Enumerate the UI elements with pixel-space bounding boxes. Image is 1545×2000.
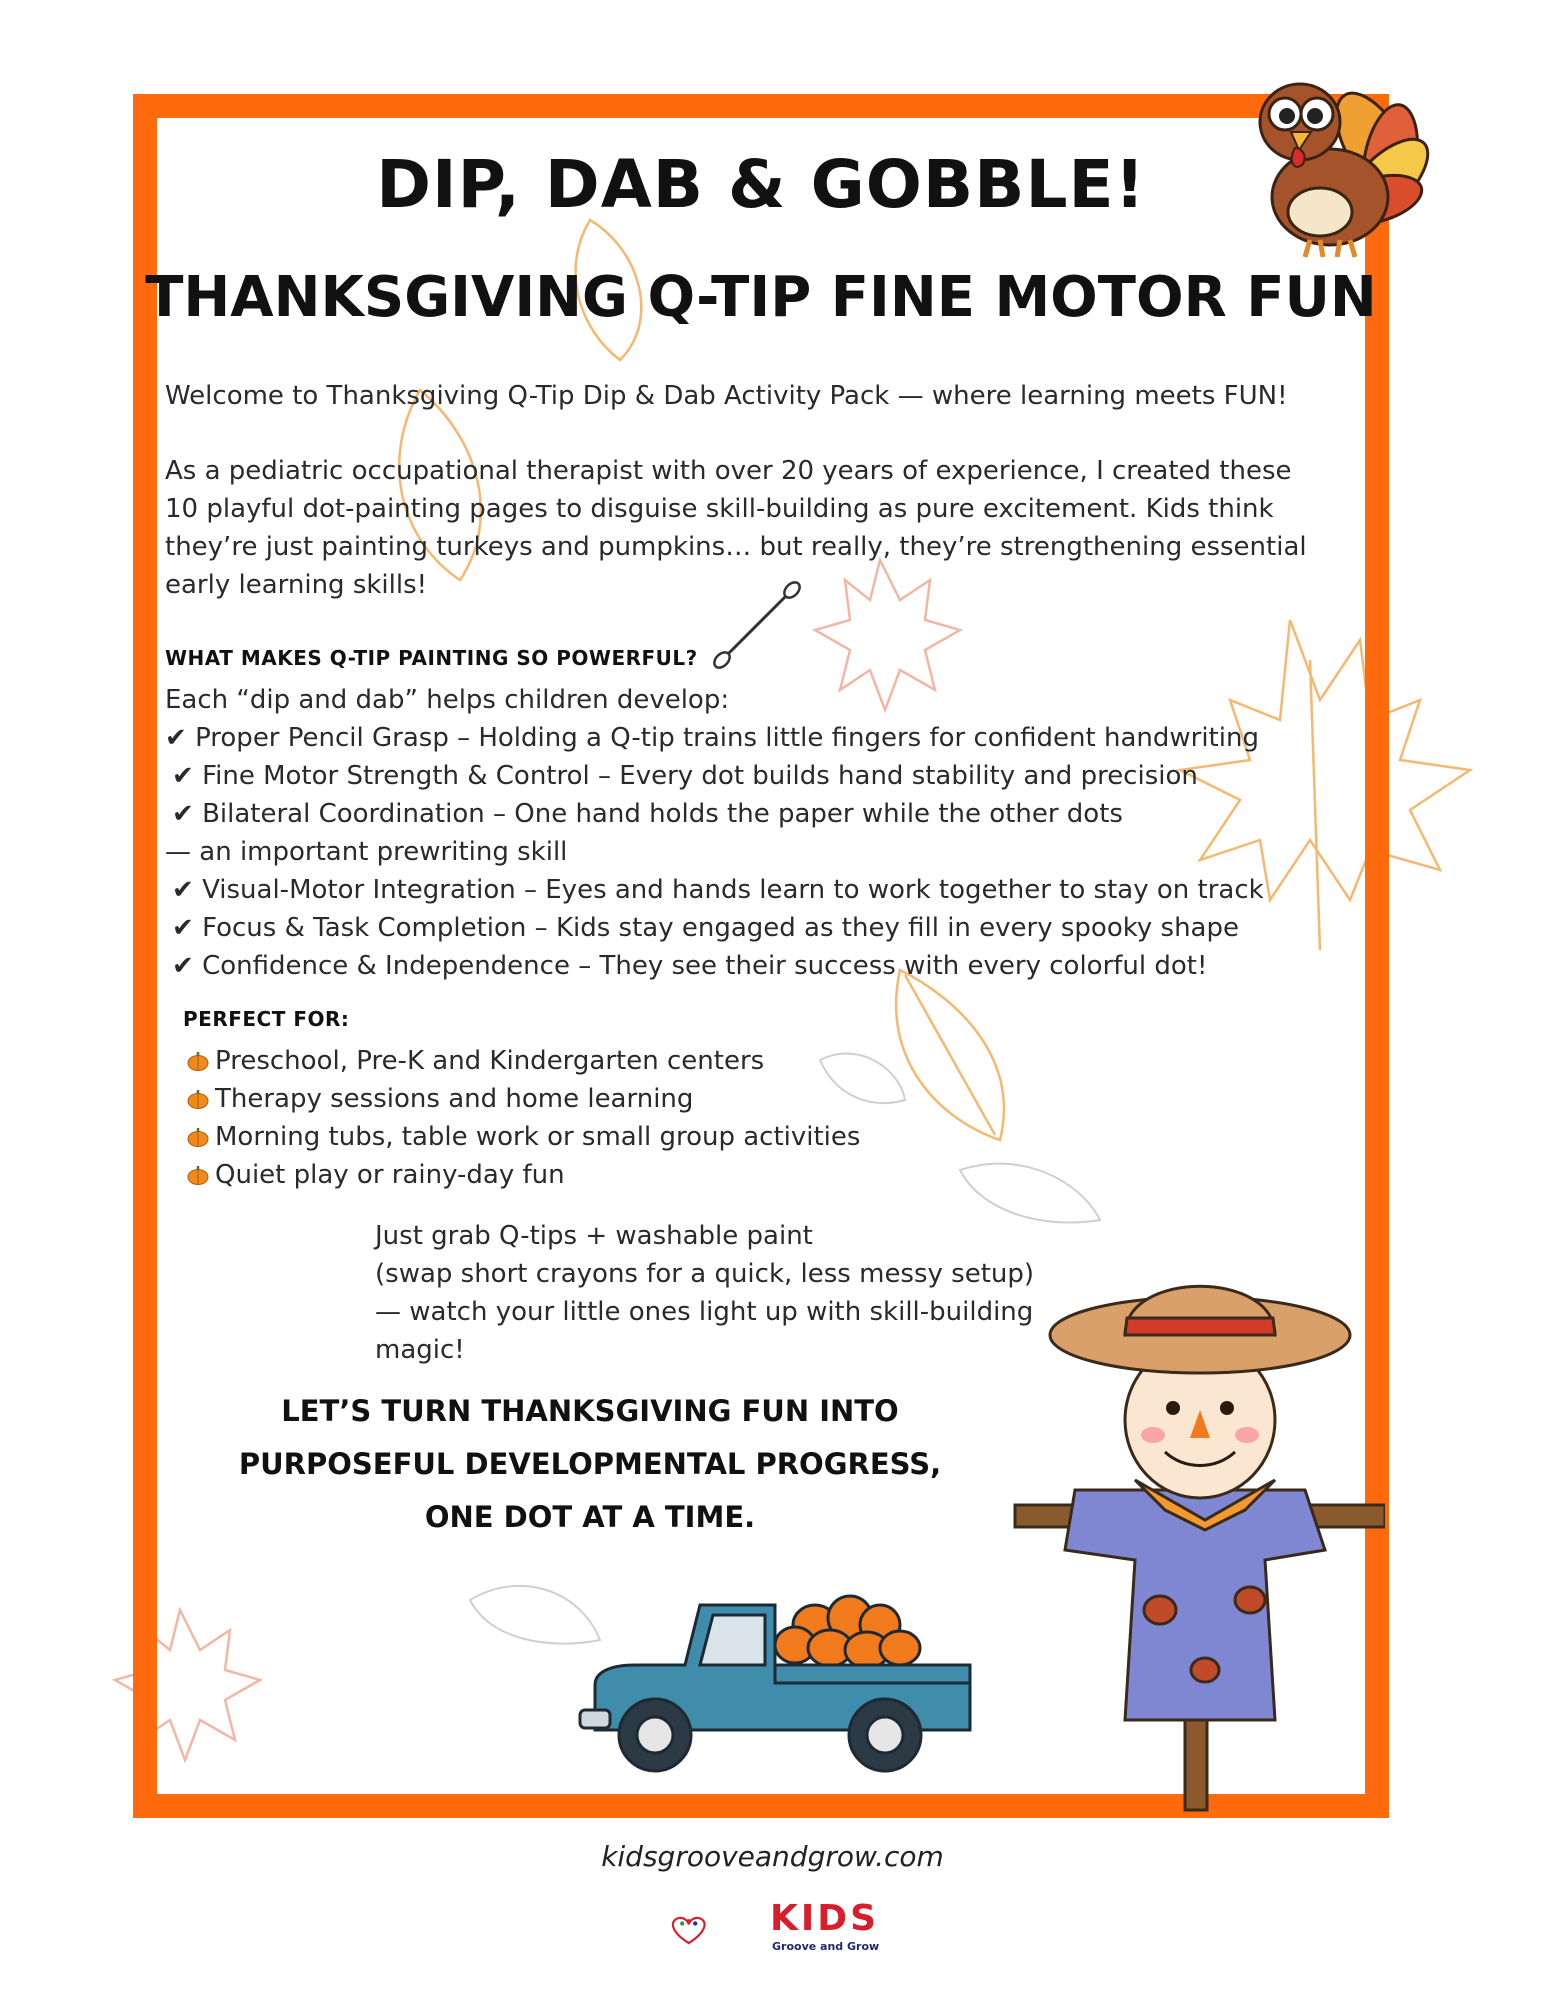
call-to-action (210, 1385, 970, 1544)
pumpkin-icon (187, 1165, 209, 1185)
logo-word: KIDS (770, 1898, 880, 1939)
page-title: DIP, DAB & GOBBLE! (376, 146, 1146, 223)
cta-line: LET’S TURN THANKSGIVING FUN INTO (281, 1394, 899, 1428)
q-tip-icon (712, 580, 802, 670)
benefit-item: ✔ Visual-Motor Integration – Eyes and hands learn to work together to stay on track (172, 875, 1264, 905)
pumpkin-icon (187, 1051, 209, 1071)
grab-line: Just grab Q-tips + washable paint (375, 1221, 813, 1251)
perfect-heading: PERFECT FOR: (183, 1007, 350, 1031)
kids-logo-icon (667, 1895, 767, 1965)
intro-text: Welcome to Thanksgiving Q-Tip Dip & Dab Activity Pack — where learning meets FUN! (165, 381, 1288, 411)
logo-tagline: Groove and Grow (772, 1940, 880, 1953)
powerful-heading: WHAT MAKES Q-TIP PAINTING SO POWERFUL? (165, 646, 698, 670)
benefit-item: ✔ Fine Motor Strength & Control – Every dot builds hand stability and precision (172, 761, 1198, 791)
check-icon: ✔ (172, 875, 194, 905)
cta-line: ONE DOT AT A TIME. (424, 1500, 756, 1534)
benefit-item: ✔ Focus & Task Completion – Kids stay engaged as they fill in every spooky shape (172, 913, 1239, 943)
benefit-item: ✔ Confidence & Independence – They see their success with every colorful dot! (172, 951, 1208, 981)
benefit-continuation: — an important prewriting skill (165, 837, 568, 867)
about-line: early learning skills! (165, 570, 428, 600)
grab-line: — watch your little ones light up with skill-building (375, 1297, 1034, 1327)
perfect-item: Preschool, Pre-K and Kindergarten centers (187, 1042, 764, 1080)
scarecrow-illustration (1005, 1260, 1385, 1820)
check-icon: ✔ (165, 723, 187, 753)
grab-line: (swap short crayons for a quick, less messy setup) (375, 1259, 1035, 1289)
benefit-item: ✔ Proper Pencil Grasp – Holding a Q-tip trains little fingers for confident handwriting (165, 723, 1259, 753)
develop-lead: Each “dip and dab” helps children develop: (165, 685, 730, 715)
about-line: 10 playful dot-painting pages to disguise skill-building as pure excitement. Kids think (165, 494, 1274, 524)
pumpkin-icon (187, 1127, 209, 1147)
check-icon: ✔ (172, 951, 194, 981)
check-icon: ✔ (172, 761, 194, 791)
perfect-item: Therapy sessions and home learning (187, 1080, 693, 1118)
check-icon: ✔ (172, 799, 194, 829)
page-subtitle: THANKSGIVING Q-TIP FINE MOTOR FUN (145, 265, 1377, 330)
pumpkin-truck-illustration (575, 1570, 985, 1790)
grab-line: magic! (375, 1335, 465, 1365)
cta-line: PURPOSEFUL DEVELOPMENTAL PROGRESS, (238, 1447, 942, 1481)
about-line: they’re just painting turkeys and pumpkins… but really, they’re strengthening essential (165, 532, 1307, 562)
website-url: kidsgrooveandgrow.com (601, 1840, 944, 1873)
perfect-item: Quiet play or rainy-day fun (187, 1156, 565, 1194)
perfect-item: Morning tubs, table work or small group activities (187, 1118, 860, 1156)
check-icon: ✔ (172, 913, 194, 943)
about-line: As a pediatric occupational therapist with over 20 years of experience, I created these (165, 456, 1292, 486)
benefit-item: ✔ Bilateral Coordination – One hand holds the paper while the other dots (172, 799, 1123, 829)
pumpkin-icon (187, 1089, 209, 1109)
